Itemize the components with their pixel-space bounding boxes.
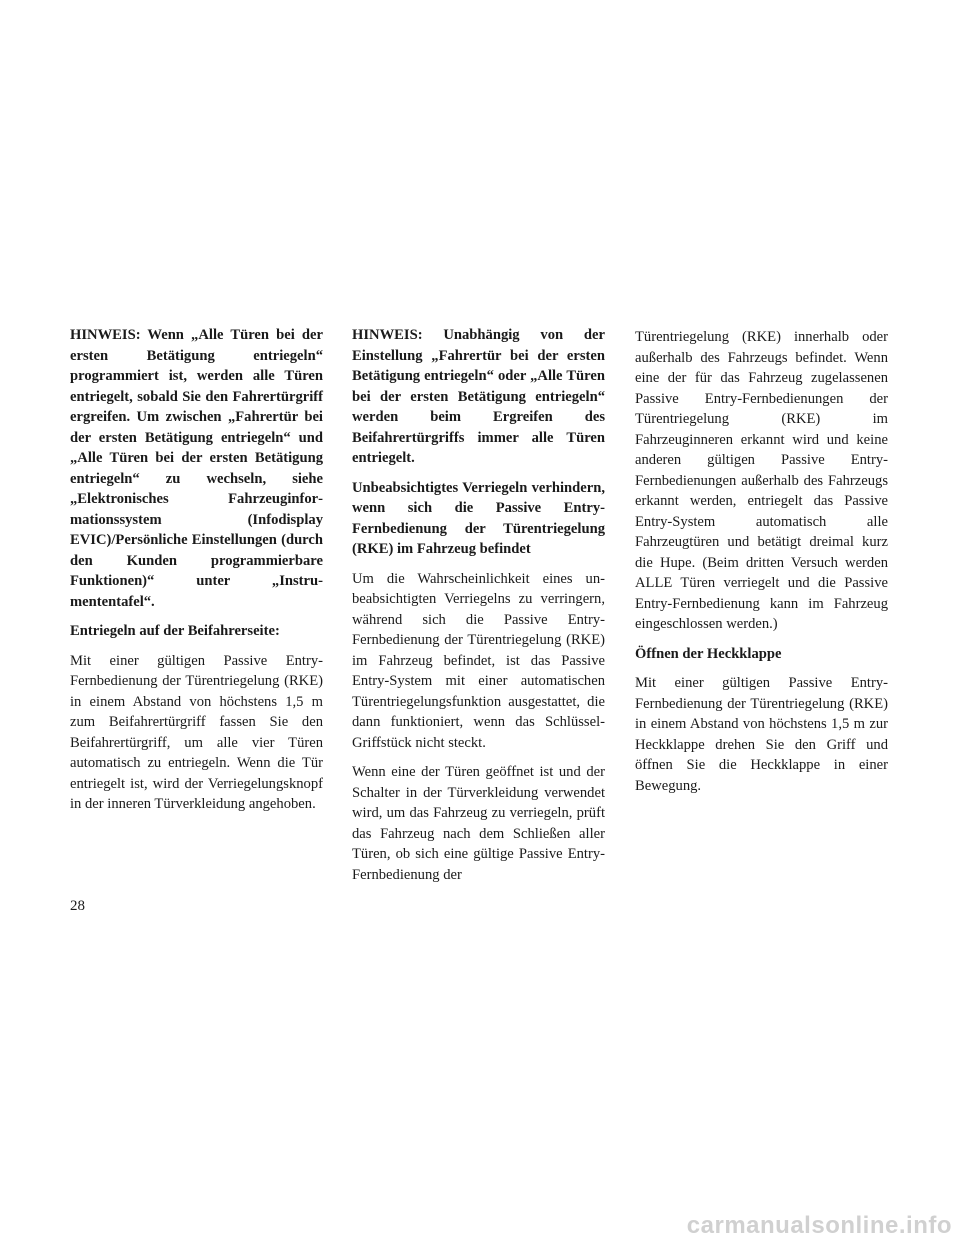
- heading-prevent-lockout: Unbeabsichtigtes Verriegeln verhindern, wenn sich die Passive Entry-Fernbedienung der Türentriegelung (RKE) im Fahrzeug befindet: [352, 479, 605, 557]
- paragraph-liftgate: Mit einer gültigen Passive Entry-Fernbedienung der Türentriegelung (RKE) in einem Abstand von höchstens 1,5 m zur Heckklappe drehen Sie den Griff und öffnen Sie die Heckklappe in einer Bewegung.: [635, 675, 888, 794]
- watermark-footer: carmanualsonline.info: [686, 1212, 952, 1239]
- note-independent-setting: HINWEIS: Unabhängig von der Einstellung „Fahrertür bei der ersten Betätigung entriegeln“ oder „Alle Türen bei der ersten Betätigung entriegeln“ werden beim Ergreifen des Beifahrertürgriffs immer alle Türen entriegelt.: [352, 327, 605, 466]
- column-2: [352, 325, 605, 894]
- paragraph-door-check-continued: Türentriegelung (RKE) innerhalb oder außerhalb des Fahrzeugs befindet. Wenn eine der für das Fahrzeug zugelassenen Passive Entry-Fernbedienungen der Türentriegelung (RKE) im Fahrzeuginneren erkannt wird und keine anderen gültigen Passive Entry-Fernbedienungen außerhalb des Fahrzeugs erkannt werden, entriegelt das Passive Entry-System automatisch alle Fahrzeugtüren und betätigt dreimal kurz die Hupe. (Beim dritten Versuch werden ALLE Türen verriegelt und die Passive Entry-Fernbedienung kann im Fahrzeug eingeschlossen werden.): [635, 329, 888, 632]
- page-number: 28: [70, 898, 85, 914]
- paragraph-auto-unlock: Um die Wahrscheinlichkeit eines unbeabsichtigten Verriegelns zu verringern, während sich die Passive Entry-Fernbedienung der Türentriegelung (RKE) im Fahrzeug befindet, ist das Passive Entry-System mit einer automatischen Türentriegelungsfunktion ausgestattet, die dann funktioniert, wenn das Schlüssel-Griffstück nicht steckt.: [352, 570, 605, 751]
- column-3: [635, 327, 888, 805]
- paragraph-passenger-unlock: Mit einer gültigen Passive Entry-Fernbedienung der Türentriegelung (RKE) in einem Abstand von höchstens 1,5 m zum Beifahrertürgriff fassen Sie den Beifahrertürgriff, um alle vier Türen automatisch zu entriegeln. Wenn die Tür entriegelt ist, wird der Verriegelungsknopf in der inneren Türverkleidung angehoben.: [70, 652, 323, 812]
- column-1: [70, 325, 323, 824]
- note-all-doors: HINWEIS: Wenn „Alle Türen bei der ersten Betätigung entriegeln“ programmiert ist, werden alle Türen entriegelt, sobald Sie den Fahrertürgriff ergreifen. Um zwischen „Fahrertür bei der ersten Betätigung entriegeln“ und „Alle Türen bei der ersten Betätigung entriegeln“ zu wechseln, siehe „Elektronisches Fahrzeuginformationssystem (Infodisplay EVIC)/Persönliche Einstellungen (durch den Kunden programmierbare Funktionen)“ unter „Instrumententafel“.: [70, 327, 323, 610]
- heading-passenger-unlock: Entriegeln auf der Beifahrerseite:: [70, 623, 280, 639]
- heading-liftgate: Öffnen der Heckklappe: [635, 645, 782, 662]
- paragraph-door-check: Wenn eine der Türen geöffnet ist und der Schalter in der Türverkleidung verwendet wird, um das Fahrzeug zu verriegeln, prüft das Fahrzeug nach dem Schließen aller Türen, ob sich eine gültige Passive Entry-Fernbedienung der: [352, 764, 605, 883]
